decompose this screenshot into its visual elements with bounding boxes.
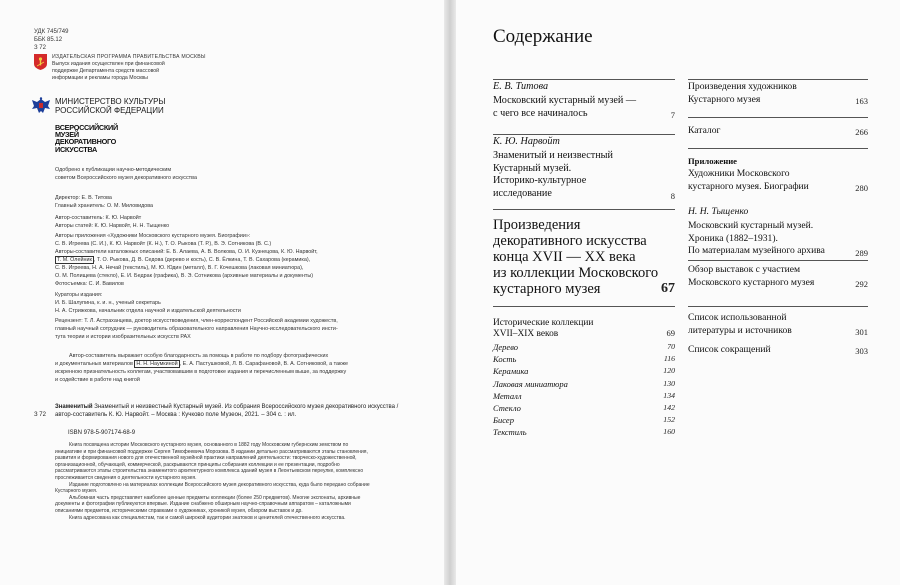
staff-list: Директор: Е. В. Титова Главный хранитель: О. М. Миловидова	[55, 195, 154, 209]
toc-subitem: Дерево 70	[493, 342, 675, 352]
toc-author: К. Ю. Нарвойт	[493, 136, 560, 147]
toc-entry: Художники Московского кустарного музея. Биографии 280	[688, 168, 868, 193]
toc-subitem: Лаковая миниатюра 130	[493, 378, 675, 389]
toc-author: Е. В. Титова	[493, 81, 549, 92]
toc-subitem: Стекло 142	[493, 403, 675, 414]
toc-subitem: Бисер 152	[493, 415, 675, 426]
toc-author: Н. Н. Тыщенко	[688, 206, 749, 217]
isbn: ISBN 978-5-907174-68-9	[68, 430, 136, 436]
toc-sublist	[493, 341, 675, 439]
toc-entry: Обзор выставок с участием Московского кустарного музея 292	[688, 264, 868, 289]
divider	[493, 79, 675, 80]
museum-logo: ВСЕРОССИЙСКИЙ МУЗЕЙ ДЕКОРАТИВНОГО ИСКУССТВА	[55, 123, 118, 154]
divider	[688, 148, 868, 149]
toc-entry: Знаменитый и неизвестный Кустарный музей. Историко-культурное исследование 8	[493, 150, 675, 201]
toc-entry: Список использованной литературы и источников 301	[688, 312, 868, 337]
annotation: Книга посвящена истории Московского кустарного музея, основанного в 1882 году Московским губернским земством по инициативе и при финансовой поддержке Сергея Тимофеевича Морозова. В издании детально рассматриваются этапы становления, развития и формирования нового для отечественной музейной практики направлений деятельности: творческо-художественной, организационной, обучающей, коммерческой, раскрываются принципы собирания коллекции и ее презентации, подробно рассматриваются этапы строительства знаменитого архитектурного комплекса зданий музея в Леонтьевском переулке, комплексно прослеживается сведения о деятельности кустарного музея. Издание подготовлено на материалах коллекции Всероссийского музея декоративного искусства, куда было передано собрание Кустарного музея. Альбомная часть представляет наиболее ценные предметы коллекции (более 250 предметов). Многие экспонаты, архивные документы и фотографии публикуются впервые. Издание снабжено обширным научно-справочным аппаратом – каталожными описаниями предметов, историческими справками о художниках, хроникой музея, обзором выставок и др. Книга адресована как специалистам, так и самой широкой аудитории знатоков и ценителей отечественного искусства.	[55, 442, 370, 521]
toc-title: Содержание	[493, 26, 593, 47]
credits-block: Автор-составитель: К. Ю. Нарвойт Авторы статей: К. Ю. Нарвойт, Н. Н. Тыщенко Авторы приложения «Художники Московского кустарного музея. Биографии»: С. В. Игреева (С. И.), К. Ю. Нарвойт (К. Н.), Т. О. Рыкова (Т. Р.), В. Э. Сотникова (В. С.) Авторы-составители каталожных описаний: Е. Б. Алаева, А. В. Волкова, О. И. Кузнецова, К. Ю. Нарвойт, Т. М. Олейник , Т. О. Рыкова, Д. В. Седова (дерево и кость), С. В. Ёлкина, Т. В. Сахарова (керамика), С. В. Игреева, Н. А. Нечай (текстиль), М. Ю. Юдин (металл), В. Г. Кочешкова (лаковая миниатюра), О. М. Полищева (стекло), Е. И. Бедрак (графика), В. Э. Сотникова (архивные материалы и документы) Фотосъемка: С. И. Вавилов Кураторы издания: И. Б. Шалупина, к. и. н., ученый секретарь Н. А. Стрижкова, начальник отдела научной и издательской деятельности Рецензент: Т. Л. Астраханцева, доктор искусствоведения, член-корреспондент Российской академии художеств, главный научный сотрудник — руководитель образовательного направления Научно-исследовательского инсти- тута теории и истории изобразительных искусств РАХ	[55, 215, 338, 340]
toc-appendix-heading: Приложение	[688, 156, 737, 166]
toc-section-heading: Произведения декоративного искусства конца XVII — XX века из коллекции Московского кустарного музея 67	[493, 217, 675, 297]
divider	[493, 134, 675, 135]
bibliographic-entry: Знаменитый Знаменитый и неизвестный Кустарный музей. Из собрания Всероссийского музея декоративного искусства / автор-составитель К. Ю. Нарвойт. – Москва : Кучково поле Музеон, 2021. – 304 с. : ил.	[55, 404, 399, 419]
boxed-name: Т. М. Олейник	[57, 257, 92, 263]
left-page	[0, 0, 444, 585]
moscow-coat-of-arms-icon	[34, 54, 47, 70]
toc-entry: Произведения художников Кустарного музея 163	[688, 81, 868, 106]
toc-entry: Список сокращений 303	[688, 344, 868, 356]
divider	[493, 306, 675, 307]
toc-entry: Исторические коллекции XVII–XIX веков 69	[493, 318, 675, 339]
divider	[688, 79, 868, 80]
divider	[688, 260, 868, 261]
ministry-logo-text: МИНИСТЕРСТВО КУЛЬТУРЫ РОССИЙСКОЙ ФЕДЕРАЦИИ	[55, 97, 166, 115]
approval-note: Одобрено к публикации научно-методическим советом Всероссийского музея декоративного искусства	[55, 167, 197, 181]
divider	[493, 209, 675, 210]
toc-entry: Московский кустарный музей — с чего все начиналось 7	[493, 95, 675, 120]
divider	[688, 117, 868, 118]
toc-subitem: Керамика 120	[493, 366, 675, 377]
toc-subitem: Кость 116	[493, 354, 675, 365]
right-page	[456, 0, 900, 585]
bib-code: З 72	[34, 412, 46, 418]
toc-entry: Московский кустарный музей. Хроника (1882–1931). По материалам музейного архива 289	[688, 220, 868, 258]
toc-subitem: Металл 134	[493, 390, 675, 401]
russian-eagle-emblem-icon	[31, 96, 51, 116]
divider	[688, 306, 868, 307]
moscow-program: ИЗДАТЕЛЬСКАЯ ПРОГРАММА ПРАВИТЕЛЬСТВА МОСКВЫ Выпуск издания осуществлен при финансовой поддержке Департамента средств массовой информации и рекламы города Москвы	[52, 54, 206, 81]
toc-subitem: Текстиль 160	[493, 427, 675, 438]
toc-entry: Каталог 266	[688, 125, 868, 137]
acknowledgements: Автор-составитель выражает особую благодарность за помощь в работе по подбору фотографических и документальных материалов Н. Н. Наумкиной , Е. А. Пастушковой, Л. В. Сарафановой, В. А. Сотниковой, а также искренною признательность коллегам, участвовавшим в подготовке издания и перечисленным выше, за поддержку и содействие в работе над книгой	[55, 353, 348, 383]
book-gutter	[444, 0, 456, 585]
udk-block: УДК 745/749 ББК 85.12 З 72	[34, 29, 69, 51]
